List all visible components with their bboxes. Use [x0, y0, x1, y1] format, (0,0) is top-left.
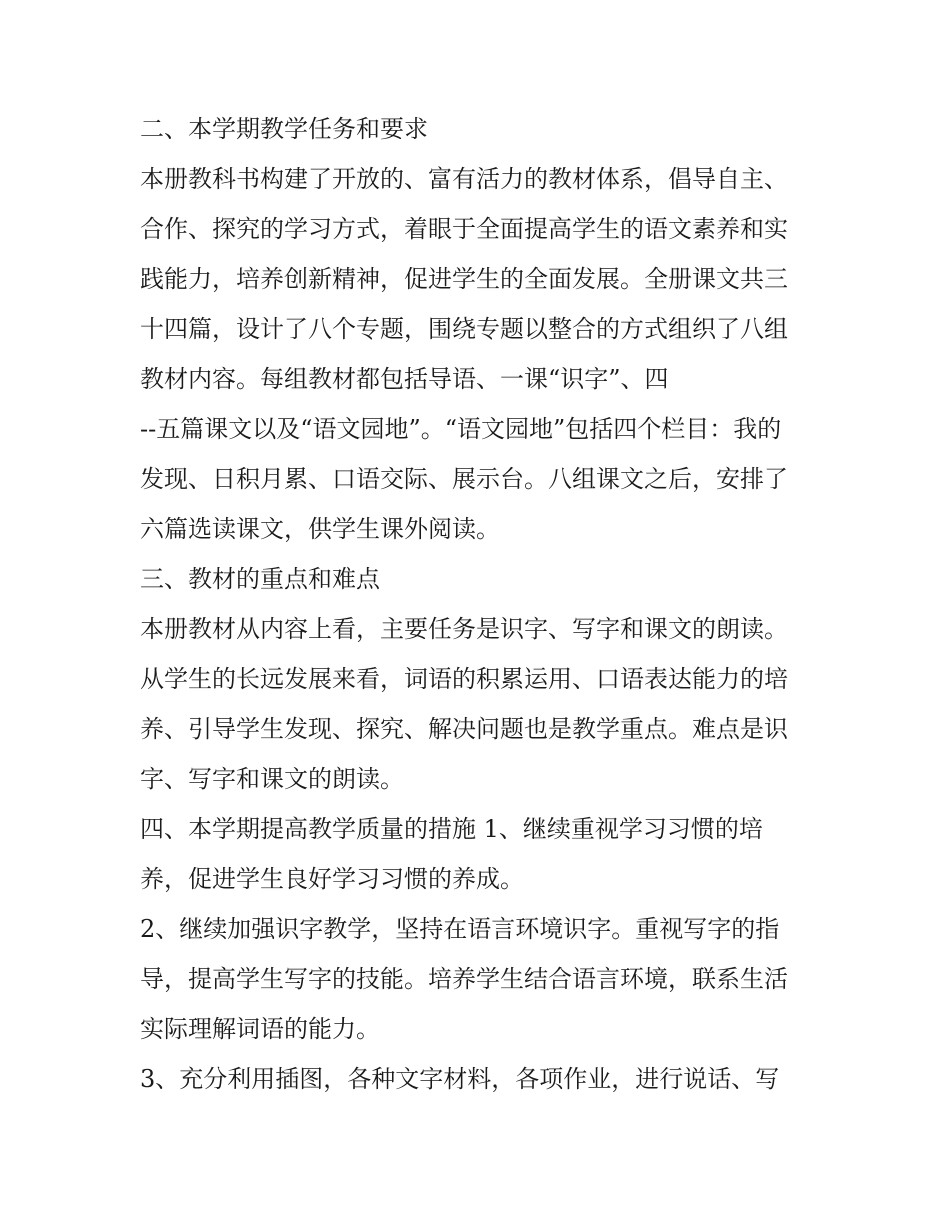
text-line: 养、引导学生发现、探究、解决问题也是教学重点。难点是识 [140, 715, 788, 743]
text-line: 本册教科书构建了开放的、富有活力的教材体系，倡导自主、 [140, 165, 788, 193]
text-line: 十四篇，设计了八个专题，围绕专题以整合的方式组织了八组 [140, 315, 788, 343]
section-heading-teaching-tasks: 二、本学期教学任务和要求 [140, 115, 428, 143]
text-line: 实际理解词语的能力。 [140, 1015, 380, 1043]
text-line: 养，促进学生良好学习习惯的养成。 [140, 865, 524, 893]
text-line: 教材内容。每组教材都包括导语、一课“识字”、四 [140, 365, 669, 393]
text-line: 发现、日积月累、口语交际、展示台。八组课文之后，安排了 [140, 465, 788, 493]
text-line: 本册教材从内容上看，主要任务是识字、写字和课文的朗读。 [140, 615, 788, 643]
text-line: 3、充分利用插图，各种文字材料，各项作业，进行说话、写 [140, 1065, 780, 1093]
text-line: 字、写字和课文的朗读。 [140, 765, 404, 793]
text-line: --五篇课文以及“语文园地”。“语文园地”包括四个栏目：我的 [140, 415, 782, 443]
text-line: 2、继续加强识字教学，坚持在语言环境识字。重视写字的指 [140, 915, 780, 943]
text-line: 合作、探究的学习方式，着眼于全面提高学生的语文素养和实 [140, 215, 788, 243]
section-heading-measures: 四、本学期提高教学质量的措施 1、继续重视学习习惯的培 [140, 815, 763, 843]
text-line: 导，提高学生写字的技能。培养学生结合语言环境，联系生活 [140, 965, 788, 993]
text-line: 从学生的长远发展来看，词语的积累运用、口语表达能力的培 [140, 665, 788, 693]
text-line: 践能力，培养创新精神，促进学生的全面发展。全册课文共三 [140, 265, 788, 293]
section-heading-key-points: 三、教材的重点和难点 [140, 565, 380, 593]
text-line: 六篇选读课文，供学生课外阅读。 [140, 515, 500, 543]
